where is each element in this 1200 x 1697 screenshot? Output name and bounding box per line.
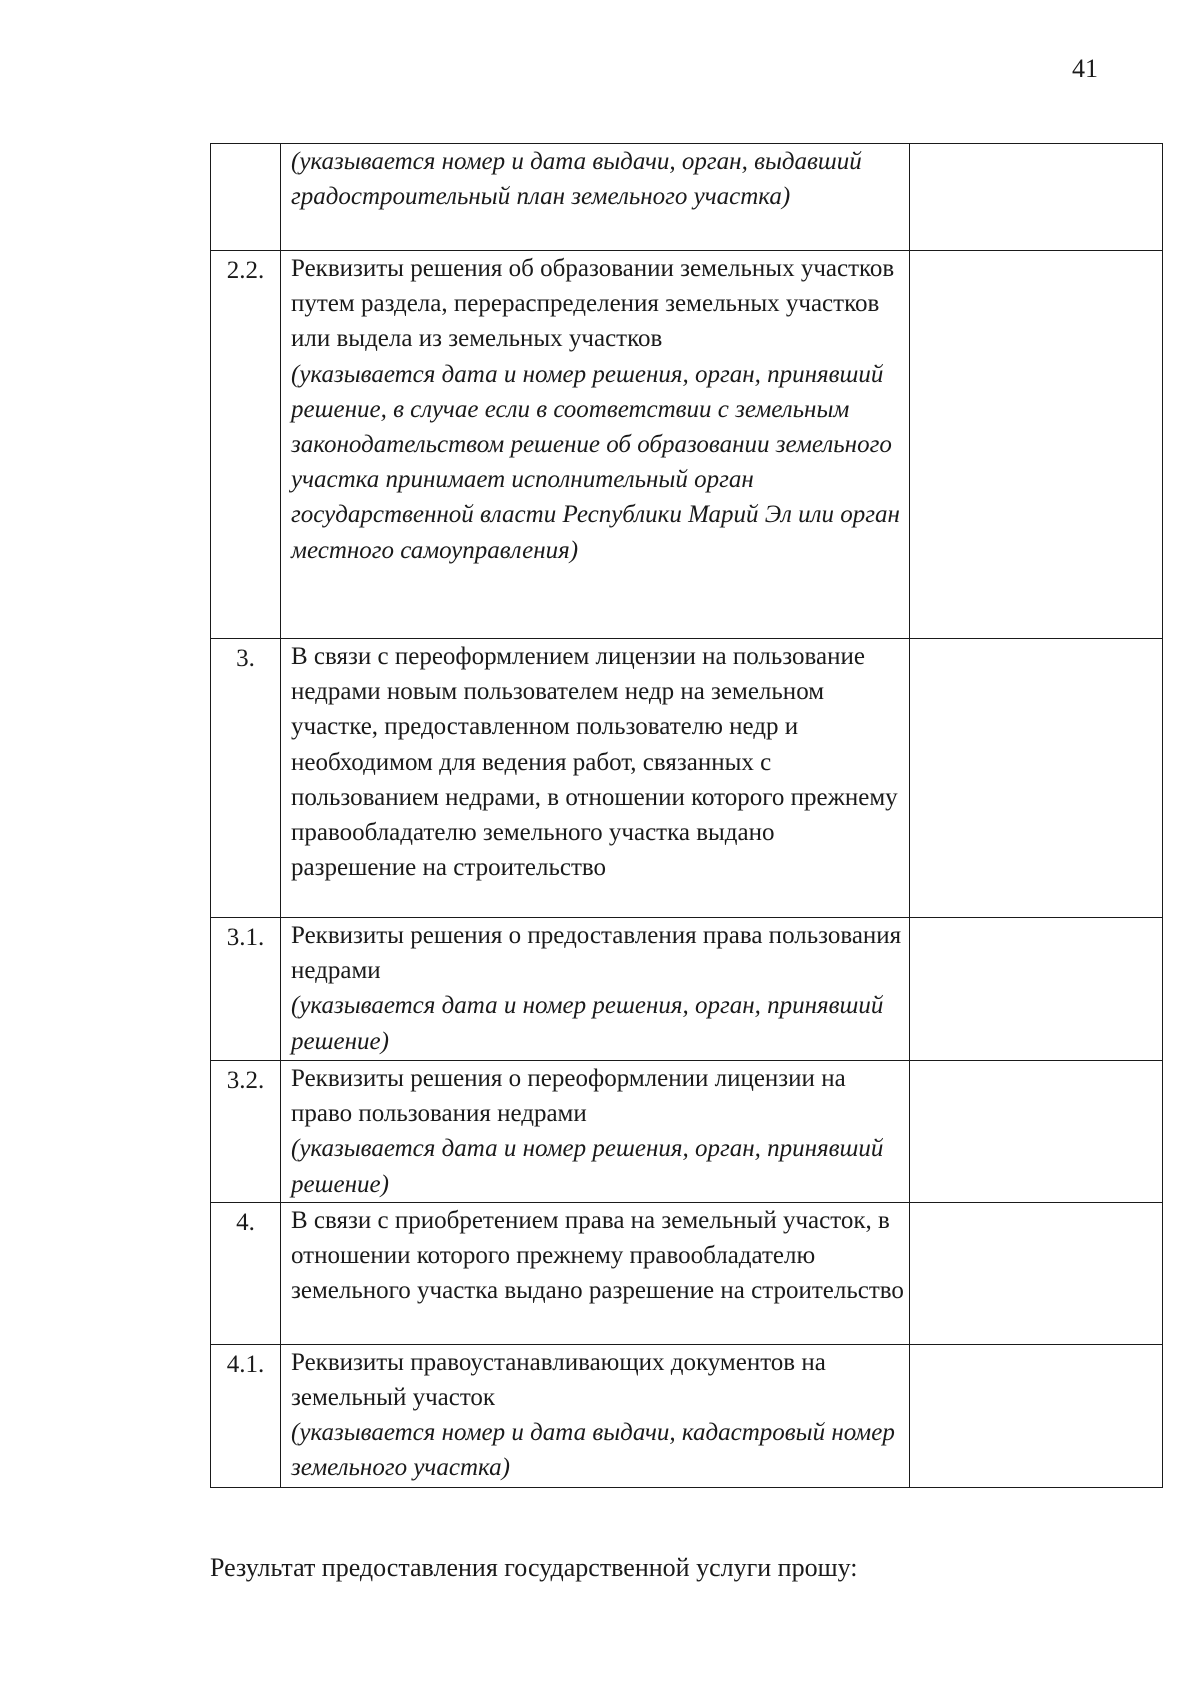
table-row	[211, 1061, 1163, 1203]
row-number	[211, 144, 281, 251]
result-request-text: Результат предоставления государственной услуги прошу:	[210, 1553, 858, 1582]
row-hint-text: (указывается дата и номер решения, орган, принявший решение)	[291, 992, 884, 1055]
row-description	[281, 639, 910, 918]
row-number: 3.1.	[211, 918, 281, 1061]
page-number: 41	[1072, 54, 1098, 83]
row-main-text: В связи с приобретением права на земельный участок, в отношении которого прежнему правообладателю земельного участка выдано разрешение на строительство	[291, 1206, 904, 1305]
row-hint-text: (указывается дата и номер решения, орган, принявший решение, в случае если в соответствии с земельным законодательством решение об образовании земельного участка принимает исполнительный орган государственной власти Республики Марий Эл или орган местного самоуправления)	[291, 360, 900, 564]
table-row	[211, 639, 1163, 918]
row-value-field[interactable]	[910, 144, 1163, 251]
table-row	[211, 1344, 1163, 1487]
row-value-field[interactable]	[910, 1202, 1163, 1344]
row-value-field[interactable]	[910, 251, 1163, 639]
application-table	[210, 143, 1163, 1488]
row-description	[281, 144, 910, 251]
row-description	[281, 1344, 910, 1487]
row-main-text: Реквизиты правоустанавливающих документов на земельный участок	[291, 1348, 826, 1412]
row-number: 3.	[211, 639, 281, 918]
table-row	[211, 1202, 1163, 1344]
row-main-text: Реквизиты решения об образовании земельных участков путем раздела, перераспределения земельных участков или выдела из земельных участков	[291, 255, 895, 353]
table-row	[211, 144, 1163, 251]
row-value-field[interactable]	[910, 639, 1163, 918]
row-value-field[interactable]	[910, 1061, 1163, 1203]
row-number: 4.	[211, 1202, 281, 1344]
row-description	[281, 1061, 910, 1203]
row-number: 3.2.	[211, 1061, 281, 1203]
row-number: 2.2.	[211, 251, 281, 639]
row-hint-text: (указывается номер и дата выдачи, орган, выдавший градостроительный план земельного участка)	[291, 148, 862, 211]
row-description	[281, 1202, 910, 1344]
row-hint-text: (указывается дата и номер решения, орган, принявший решение)	[291, 1135, 884, 1198]
row-hint-text: (указывается номер и дата выдачи, кадастровый номер земельного участка)	[291, 1419, 895, 1482]
row-main-text: Реквизиты решения о переоформлении лицензии на право пользования недрами	[291, 1065, 846, 1128]
row-number: 4.1.	[211, 1344, 281, 1487]
table-row	[211, 251, 1163, 639]
row-value-field[interactable]	[910, 1344, 1163, 1487]
row-main-text: Реквизиты решения о предоставления права пользования недрами	[291, 922, 902, 985]
table-row	[211, 918, 1163, 1061]
row-value-field[interactable]	[910, 918, 1163, 1061]
row-main-text: В связи с переоформлением лицензии на пользование недрами новым пользователем недр на земельном участке, предоставленном пользователю недр и необходимом для ведения работ, связанных с пользованием недрами, в отношении которого прежнему правообладателю земельного участка выдано разрешение на строительство	[291, 643, 898, 882]
row-description	[281, 251, 910, 639]
row-description	[281, 918, 910, 1061]
